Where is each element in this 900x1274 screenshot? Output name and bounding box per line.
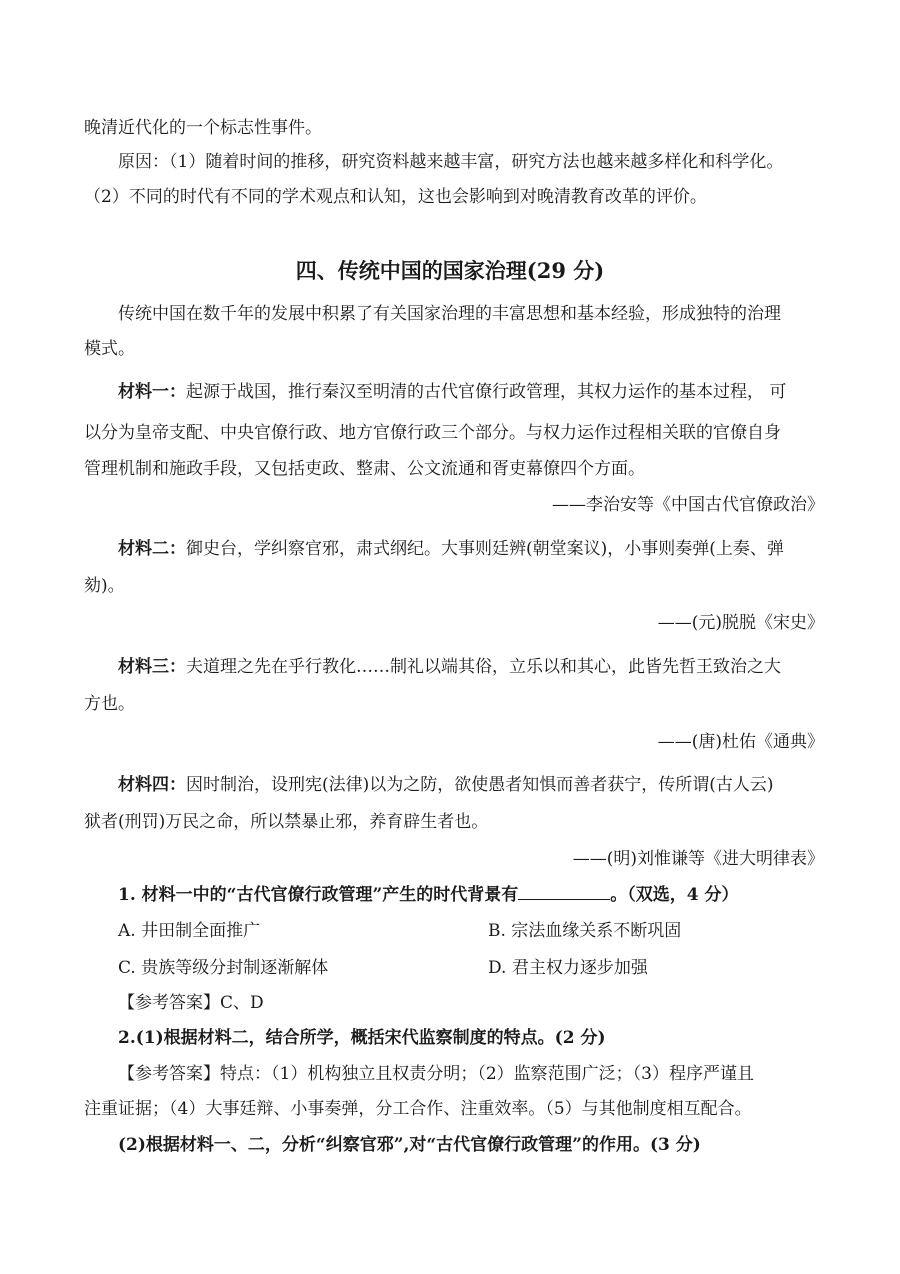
material-3-label: 材料三： — [118, 657, 186, 677]
question-2-answer-line-2: 注重证据；（4）大事廷辩、小事奏弹，分工合作、注重效率。（5）与其他制度相互配合。 — [84, 1099, 752, 1119]
material-1-source: ——李治安等《中国古代官僚政治》 — [552, 495, 824, 515]
material-1-label: 材料一： — [118, 382, 186, 402]
material-4-line-1 — [118, 773, 824, 797]
material-1-text: 起源于战国，推行秦汉至明清的古代官僚行政管理，其权力运作的基本过程， 可 — [186, 382, 787, 402]
answer-blank — [518, 883, 610, 900]
option-b: B. 宗法血缘关系不断巩固 — [488, 921, 682, 941]
question-2-stem: 2.(1)根据材料二，结合所学，概括宋代监察制度的特点。(2 分) — [118, 1028, 606, 1048]
material-4-line-2: 狱者(刑罚)万民之命，所以禁暴止邪，养育辟生者也。 — [84, 812, 489, 832]
option-c: C. 贵族等级分封制逐渐解体 — [118, 958, 329, 978]
intro-reason-line-2: （2）不同的时代有不同的学术观点和认知，这也会影响到对晚清教育改革的评价。 — [84, 187, 707, 207]
material-3-text: 夫道理之先在乎行教化……制礼以端其俗，立乐以和其心，此皆先哲王致治之大 — [186, 657, 781, 677]
material-2-line-2: 劾)。 — [84, 576, 125, 596]
question-1-stem — [118, 883, 824, 907]
intro-line-1: 晚清近代化的一个标志性事件。 — [84, 118, 322, 138]
question-1-stem-tail: 。（双选，4 分） — [610, 885, 739, 905]
material-1-line-3: 管理机制和施政手段，又包括吏政、整肃、公文流通和胥吏幕僚四个方面。 — [84, 459, 645, 479]
material-3-source: ——(唐)杜佑《通典》 — [657, 732, 824, 752]
material-4-text: 因时制治，设刑宪(法律)以为之防，欲使愚者知惧而善者获宁，传所谓(古人云) — [186, 775, 774, 795]
material-2-source: ——(元)脱脱《宋史》 — [657, 613, 824, 633]
question-2-answer-line-1: 【参考答案】特点：（1）机构独立且权责分明；（2）监察范围广泛；（3）程序严谨且 — [118, 1064, 754, 1084]
preface-line-2: 模式。 — [84, 339, 135, 359]
material-3-line-1 — [118, 655, 824, 679]
option-d: D. 君主权力逐步加强 — [488, 958, 648, 978]
material-4-label: 材料四： — [118, 775, 186, 795]
material-2-line-1 — [118, 537, 824, 561]
question-2-sub-stem: (2)根据材料一、二，分析“纠察官邪”,对“古代官僚行政管理”的作用。(3 分) — [118, 1135, 701, 1155]
intro-reason-line: 原因：（1）随着时间的推移，研究资料越来越丰富，研究方法也越来越多样化和科学化。 — [118, 152, 784, 172]
material-4-source: ——(明)刘惟谦等《进大明律表》 — [572, 849, 824, 869]
preface-line-1: 传统中国在数千年的发展中积累了有关国家治理的丰富思想和基本经验，形成独特的治理 — [118, 304, 781, 324]
section-title: 四、传统中国的国家治理(29 分) — [295, 258, 605, 283]
question-1-stem-text: 1. 材料一中的“古代官僚行政管理”产生的时代背景有 — [118, 885, 519, 905]
material-3-line-2: 方也。 — [84, 694, 135, 714]
option-a: A. 井田制全面推广 — [118, 921, 261, 941]
material-1-line-1 — [118, 380, 824, 404]
question-1-answer: 【参考答案】C、D — [118, 993, 264, 1013]
material-2-label: 材料二： — [118, 539, 186, 559]
material-2-text: 御史台，学纠察官邪，肃式纲纪。大事则廷辨(朝堂案议)，小事则奏弹(上奏、弹 — [186, 539, 784, 559]
material-1-line-2: 以分为皇帝支配、中央官僚行政、地方官僚行政三个部分。与权力运作过程相关联的官僚自身 — [84, 423, 781, 443]
